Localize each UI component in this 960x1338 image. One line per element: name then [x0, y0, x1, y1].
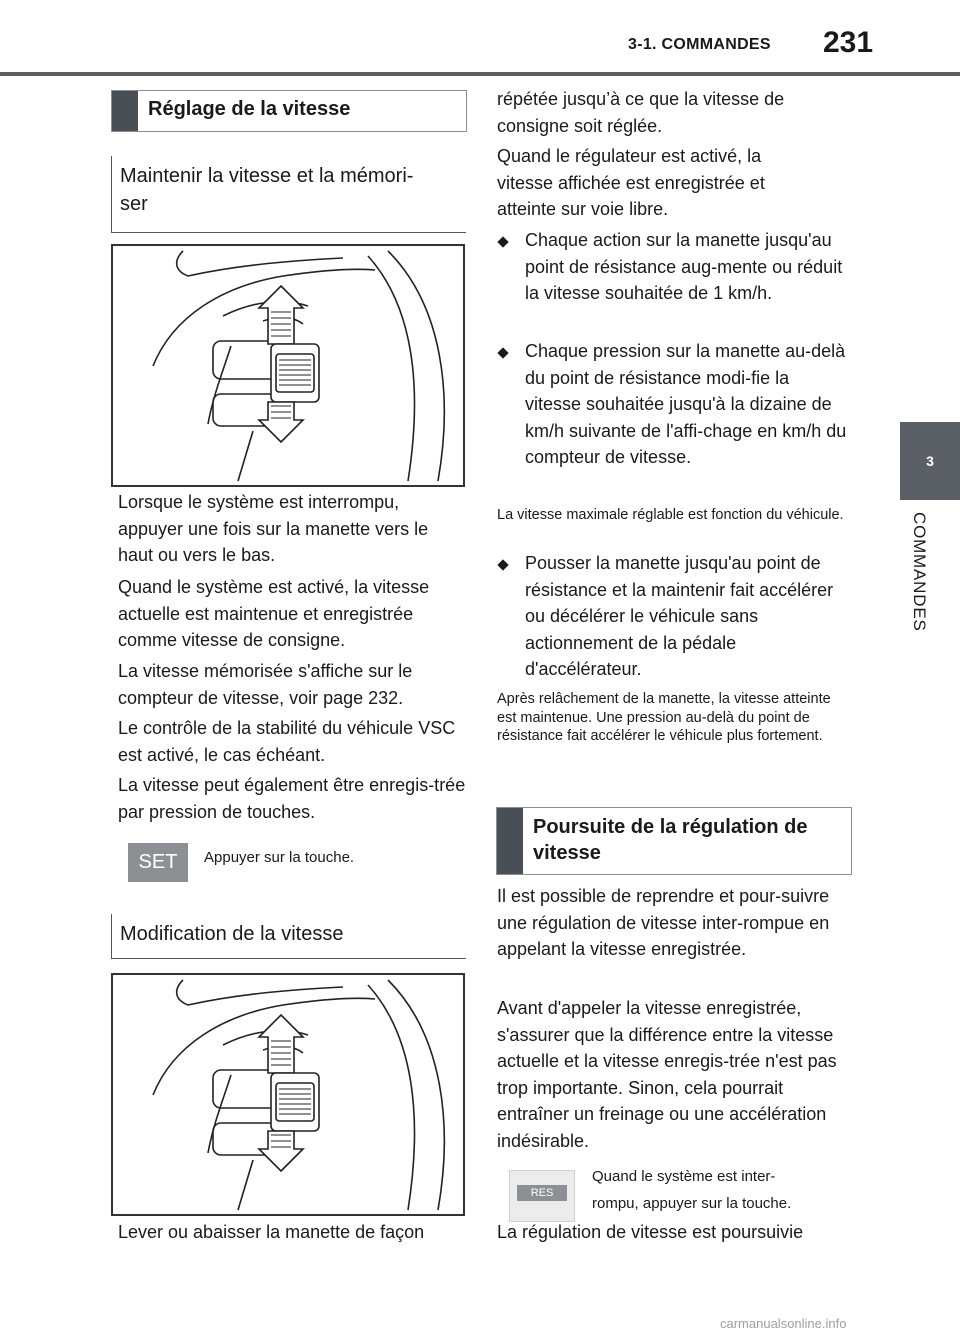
- steering-lever-figure-2: [111, 973, 465, 1216]
- paragraph: Il est possible de reprendre et pour-suivre une régulation de vitesse inter-rompue en appelant la vitesse enregistrée.: [497, 886, 830, 959]
- heading-text: Poursuite de la régulation de vitesse: [533, 816, 808, 864]
- bullet-item: [499, 338, 849, 498]
- note: Après relâchement de la manette, la vitesse atteinte est maintenue. Une pression au-delà du point de résistance fait accélérer le véhicule plus fortement.: [497, 691, 831, 744]
- chapter-number: 3: [926, 453, 934, 469]
- section-title: 3-1. COMMANDES: [628, 36, 771, 53]
- paragraph: Quand le régulateur est activé, la vitesse affichée est enregistrée et atteinte sur voie libre.: [497, 146, 765, 219]
- paragraph: Avant d'appeler la vitesse enregistrée, s'assurer que la différence entre la vitesse actuelle et la vitesse enregis-trée n'est pas trop importante. Sinon, cela pourrait entraîner un freinage ou une accélération indésirable.: [497, 998, 837, 1151]
- paragraph: Lorsque le système est interrompu, appuyer une fois sur la manette vers le haut ou vers le bas.: [118, 492, 429, 565]
- bullet-text: Chaque pression sur la manette au-delà du point de résistance modi-fie la vitesse souhaitée jusqu'à la dizaine de km/h suivante de l'affi-chage en km/h du compteur de vitesse.: [525, 341, 847, 467]
- chapter-label-text: COMMANDES: [910, 512, 929, 632]
- watermark: carmanualsonline.info: [720, 1316, 847, 1331]
- res-key-caption: Quand le système est inter- rompu, appuyer sur la touche.: [592, 1168, 792, 1212]
- paragraph: Quand le système est activé, la vitesse actuelle est maintenue et enregistrée comme vitesse de consigne.: [118, 577, 430, 650]
- bullet-diamond-icon: [497, 236, 508, 247]
- set-key-caption: Appuyer sur la touche.: [204, 849, 355, 866]
- bullet-item: [499, 550, 849, 684]
- subheading-maintain: Maintenir la vitesse et la mémori- ser: [111, 156, 466, 233]
- res-key-label: RES: [517, 1185, 567, 1201]
- header-rule: [0, 72, 960, 76]
- heading-bar: [112, 91, 138, 131]
- bullet-text: Chaque action sur la manette jusqu'au point de résistance aug-mente ou réduit la vitesse souhaitée de 1 km/h.: [525, 230, 843, 303]
- steering-wheel-illustration: [113, 246, 463, 485]
- heading-bar: [497, 808, 523, 874]
- bullet-diamond-icon: [497, 347, 508, 358]
- set-key-icon: [128, 843, 188, 882]
- paragraph: La vitesse peut également être enregis-trée par pression de touches.: [118, 775, 466, 822]
- heading-box-resume: [496, 807, 852, 875]
- note: La vitesse maximale réglable est fonction du véhicule.: [497, 507, 844, 523]
- chapter-tab: [900, 422, 960, 500]
- heading-text: Réglage de la vitesse: [148, 98, 351, 120]
- set-key-label: SET: [138, 851, 178, 873]
- res-key-icon: [509, 1170, 575, 1222]
- paragraph: La vitesse mémorisée s'affiche sur le compteur de vitesse, voir page 232.: [118, 661, 413, 708]
- paragraph: Le contrôle de la stabilité du véhicule VSC est activé, le cas échéant.: [118, 718, 456, 765]
- steering-wheel-illustration: [113, 975, 463, 1214]
- chapter-label: [905, 512, 929, 662]
- paragraph: répétée jusqu’à ce que la vitesse de consigne soit réglée.: [497, 89, 785, 136]
- bullet-text: Pousser la manette jusqu'au point de résistance et la maintenir fait accélérer ou décélérer le véhicule sans actionnement de la pédale d'accélérateur.: [525, 553, 834, 679]
- bullet-diamond-icon: [497, 559, 508, 570]
- paragraph: La régulation de vitesse est poursuivie: [497, 1222, 804, 1242]
- heading-box-speed-setting: [111, 90, 467, 132]
- subheading-modify: Modification de la vitesse: [111, 914, 466, 959]
- steering-lever-figure-1: [111, 244, 465, 487]
- bullet-item: [499, 227, 849, 333]
- page-number: 231: [823, 26, 874, 59]
- paragraph: Lever ou abaisser la manette de façon: [118, 1222, 425, 1242]
